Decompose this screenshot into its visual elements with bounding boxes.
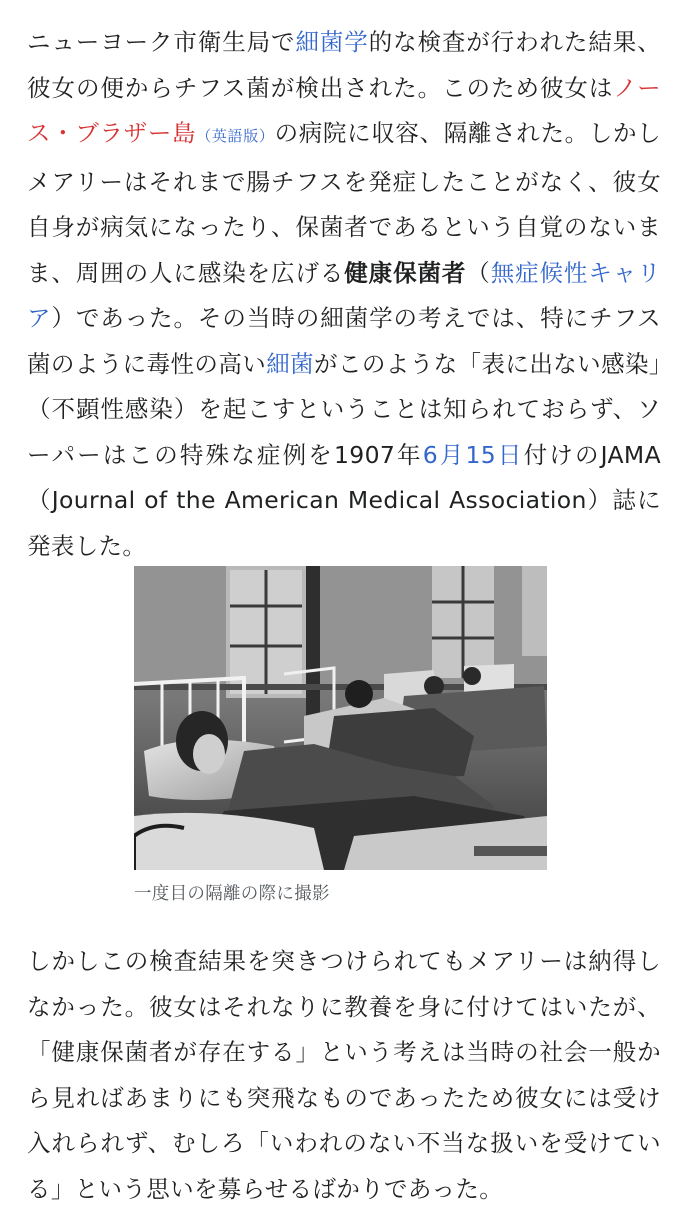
hospital-ward-photo[interactable] xyxy=(134,566,547,870)
link-bacteriology[interactable]: 細菌学 xyxy=(295,28,369,56)
text-segment: の病院に収容、隔離された。しかしメアリーはそれまで腸チフスを発症したことがなく、彼女自身が病気になったり、保菌者であるという自覚のないまま、周囲の人に感染を広げる xyxy=(27,119,661,287)
article-paragraph-2: しかしこの検査結果を突きつけられてもメアリーは納得しなかった。彼女はそれなりに教養を身に付けてはいたが、「健康保菌者が存在する」という考えは当時の社会一般から見ればあまりにも突飛なものであったため彼女には受け入れられず、むしろ「いわれのない不当な扱いを受けている」という思いを募らせるばかりであった。 xyxy=(27,947,661,1203)
text-segment: がこのような「表に出ない感染」（不顕性感染）を起こすということは知られておらず、ソーパーはこの特殊な症例を1907年 xyxy=(27,349,662,469)
figure-caption: 一度目の隔離の際に撮影 xyxy=(134,884,330,904)
text-segment: 的な検査が行われた結果、彼女の便からチフス菌が検出された。このため彼女は xyxy=(27,28,661,102)
article-figure xyxy=(134,566,547,906)
link-asymptomatic-carrier[interactable]: 無症候性キャリア xyxy=(27,258,661,332)
text-segment: （ xyxy=(466,258,491,287)
text-segment: ニューヨーク市衛生局で xyxy=(27,28,296,56)
link-north-brother-island[interactable]: ノース・ブラザー島 xyxy=(27,73,661,147)
link-english-version[interactable]: （英語版） xyxy=(196,127,275,145)
link-june-15[interactable]: 6月15日 xyxy=(422,440,524,469)
text-segment: ）であった。その当時の細菌学の考えでは、特にチフス菌のように毒性の高い xyxy=(27,304,661,378)
text-segment: 付けのJAMA（Journal of the American Medical Association）誌に発表した。 xyxy=(27,440,661,560)
bold-term-healthy-carrier: 健康保菌者 xyxy=(344,258,467,287)
link-bacteria[interactable]: 細菌 xyxy=(266,349,315,378)
article-paragraph-1 xyxy=(27,20,661,569)
